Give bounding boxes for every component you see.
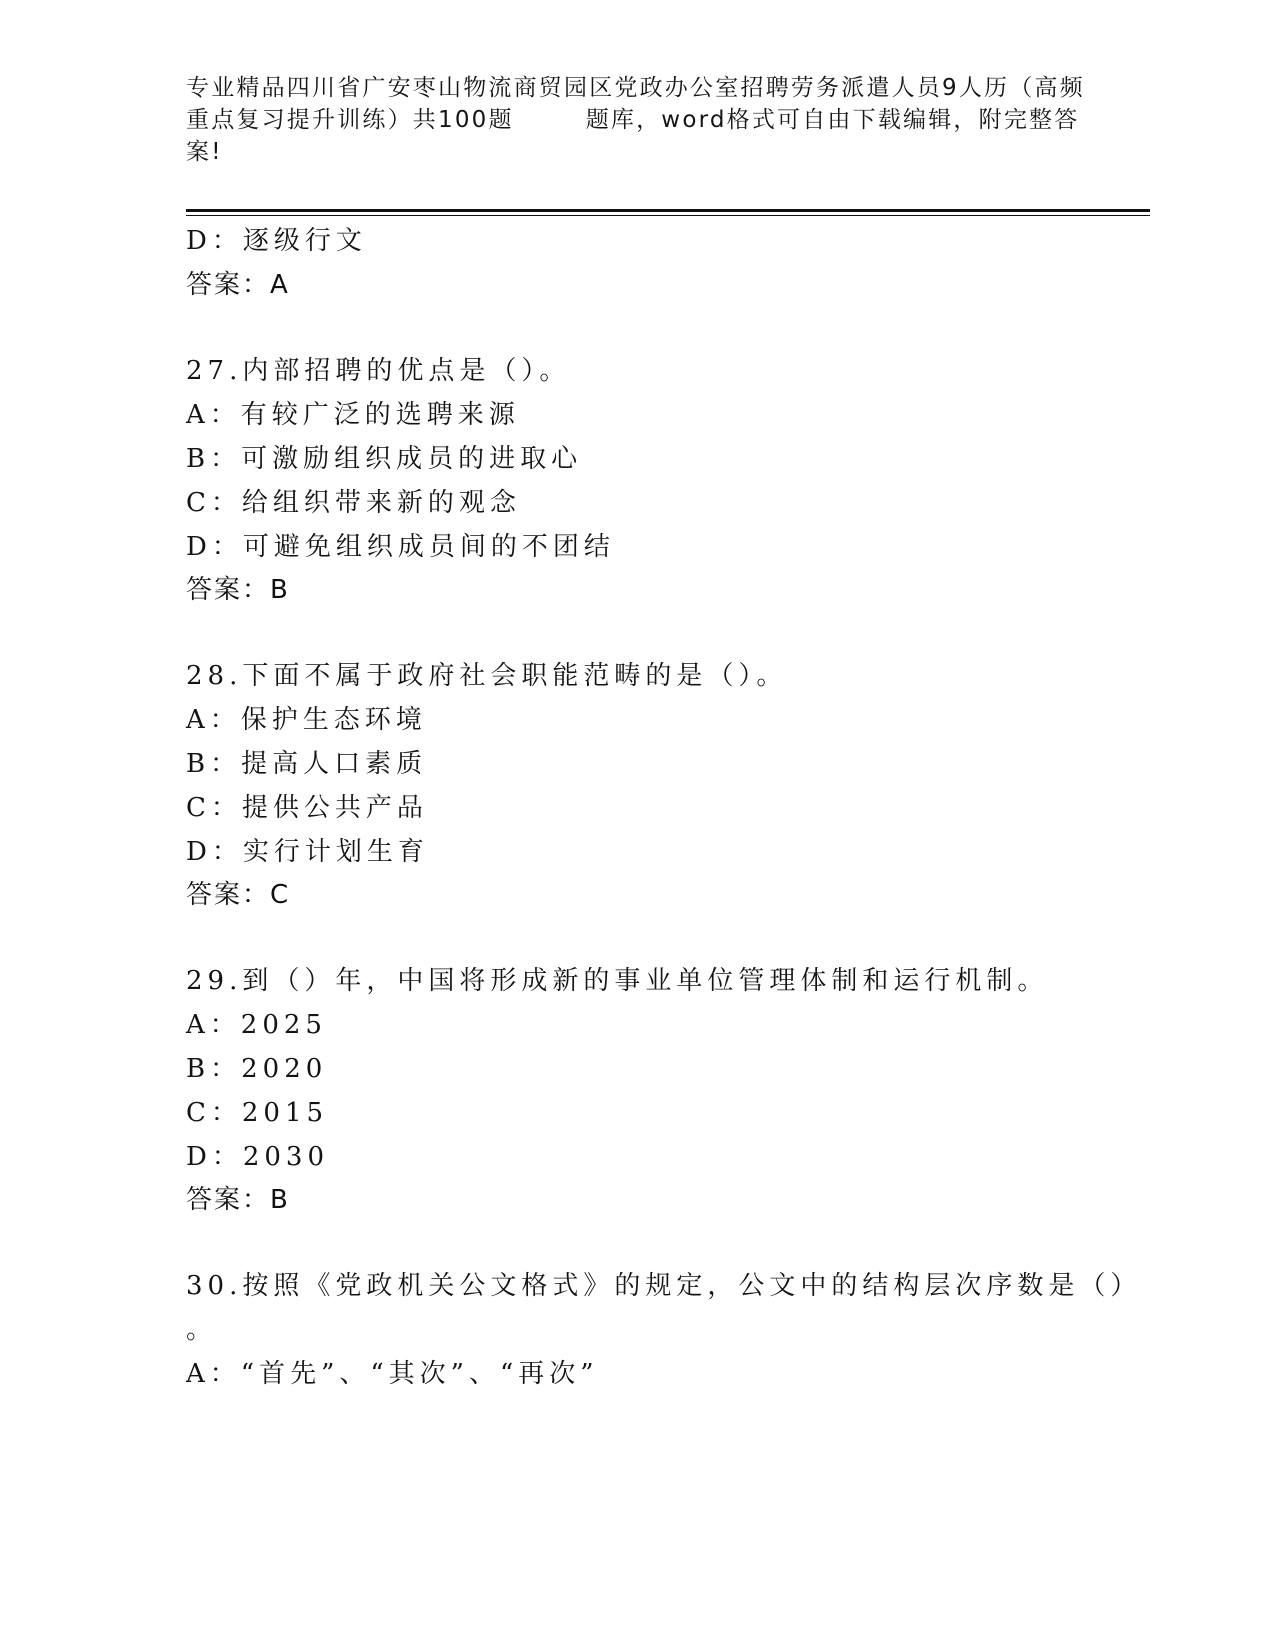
question-28-answer: 答案：C bbox=[186, 880, 291, 910]
question-28-option-a: A：保护生态环境 bbox=[186, 705, 427, 735]
header-line-1: 专业精品四川省广安枣山物流商贸园区党政办公室招聘劳务派遣人员9人历（高频 bbox=[186, 75, 1085, 101]
question-29-option-d: D：2030 bbox=[186, 1142, 330, 1172]
question-30-option-a: A：“首先”、“其次”、“再次” bbox=[186, 1359, 599, 1389]
question-29-answer: 答案：B bbox=[186, 1185, 290, 1215]
header-line-3: 案! bbox=[186, 139, 223, 165]
header-line-2-part-1: 重点复习提升训练）共100题 bbox=[186, 107, 514, 133]
question-28-option-c: C：提供公共产品 bbox=[186, 793, 428, 823]
document-header bbox=[186, 72, 1086, 168]
header-line-2-part-2: 题库，word格式可自由下载编辑，附完整答 bbox=[585, 107, 1080, 133]
question-28-stem: 28.下面不属于政府社会职能范畴的是（）。 bbox=[186, 661, 788, 691]
question-27-stem: 27.内部招聘的优点是（）。 bbox=[186, 356, 571, 386]
question-27-option-c: C：给组织带来新的观念 bbox=[186, 488, 521, 518]
question-28-option-b: B：提高人口素质 bbox=[186, 749, 428, 779]
question-29-option-c: C：2015 bbox=[186, 1098, 329, 1128]
question-27-answer: 答案：B bbox=[186, 575, 290, 605]
question-28-option-d: D：实行计划生育 bbox=[186, 837, 429, 867]
prev-option-d: D：逐级行文 bbox=[186, 226, 367, 256]
question-29-stem: 29.到（）年，中国将形成新的事业单位管理体制和运行机制。 bbox=[186, 966, 1049, 996]
question-29-option-a: A：2025 bbox=[186, 1010, 327, 1040]
question-30-stem-continued: 。 bbox=[186, 1315, 218, 1345]
question-27-option-d: D：可避免组织成员间的不团结 bbox=[186, 532, 615, 562]
header-divider-thick bbox=[186, 209, 1150, 212]
question-27-option-a: A：有较广泛的选聘来源 bbox=[186, 400, 520, 430]
question-30-stem: 30.按照《党政机关公文格式》的规定，公文中的结构层次序数是（） bbox=[186, 1271, 1142, 1301]
header-line-2 bbox=[186, 104, 1086, 136]
question-27-option-b: B：可激励组织成员的进取心 bbox=[186, 444, 583, 474]
question-29-option-b: B：2020 bbox=[186, 1054, 328, 1084]
header-divider-thin bbox=[186, 215, 1150, 216]
prev-answer: 答案：A bbox=[186, 270, 290, 300]
